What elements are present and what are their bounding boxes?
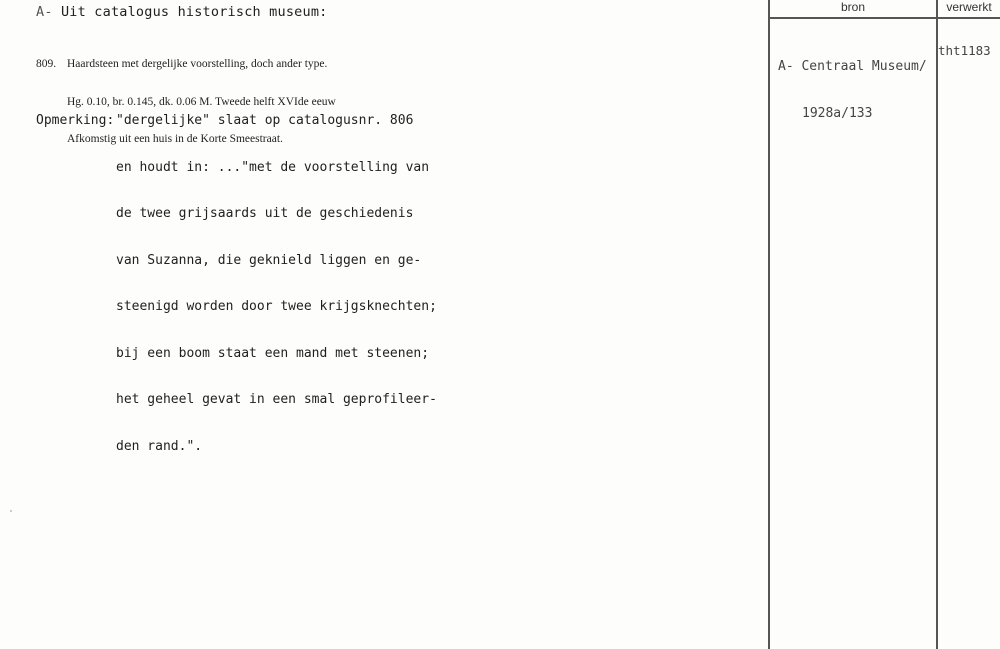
entry-description: Haardsteen met dergelijke voorstelling, doch ander type. — [67, 58, 328, 70]
source-reference — [778, 28, 927, 152]
remark-text-4: van Suzanna, die geknield liggen en ge- — [116, 252, 422, 268]
entry-line-2: Hg. 0.10, br. 0.145, dk. 0.06 M. Tweede helft XVIde eeuw — [67, 95, 336, 108]
remark-text-1: "dergelijke" slaat op catalogusnr. 806 — [116, 113, 414, 128]
heading-prefix: A- — [36, 4, 53, 20]
bron-column-header: bron — [840, 0, 866, 14]
entry-line-1 — [36, 58, 336, 71]
remark-text-2: en houdt in: ..."met de voorstelling van — [116, 159, 430, 175]
header-rule — [768, 17, 1000, 19]
verwerkt-column-header: verwerkt — [946, 0, 992, 14]
remark-text-3: de twee grijsaards uit de geschiedenis — [116, 206, 414, 221]
entry-number: 809. — [36, 58, 57, 70]
verwerkt-column-divider — [936, 0, 938, 649]
heading-text: Uit catalogus historisch museum: — [60, 4, 328, 20]
card-heading — [36, 4, 327, 20]
remark-text-8: den rand.". — [116, 438, 203, 454]
processed-code: tht1183 — [938, 43, 991, 58]
source-line-1: A- Centraal Museum/ — [778, 59, 927, 74]
remark-block — [36, 82, 437, 485]
remark-text-6: bij een boom staat een mand met steenen; — [116, 345, 430, 361]
source-line-2: 1928a/133 — [802, 105, 873, 121]
remark-text-5: steenigd worden door twee krijgsknechten; — [116, 299, 437, 314]
bron-column-divider — [768, 0, 770, 649]
scan-speck — [10, 510, 12, 512]
remark-line-1 — [36, 113, 437, 129]
entry-line-3: Afkomstig uit een huis in de Korte Smeestraat. — [67, 133, 283, 145]
remark-text-7: het geheel gevat in een smal geprofileer- — [116, 392, 437, 407]
remark-label: Opmerking: — [36, 113, 115, 128]
